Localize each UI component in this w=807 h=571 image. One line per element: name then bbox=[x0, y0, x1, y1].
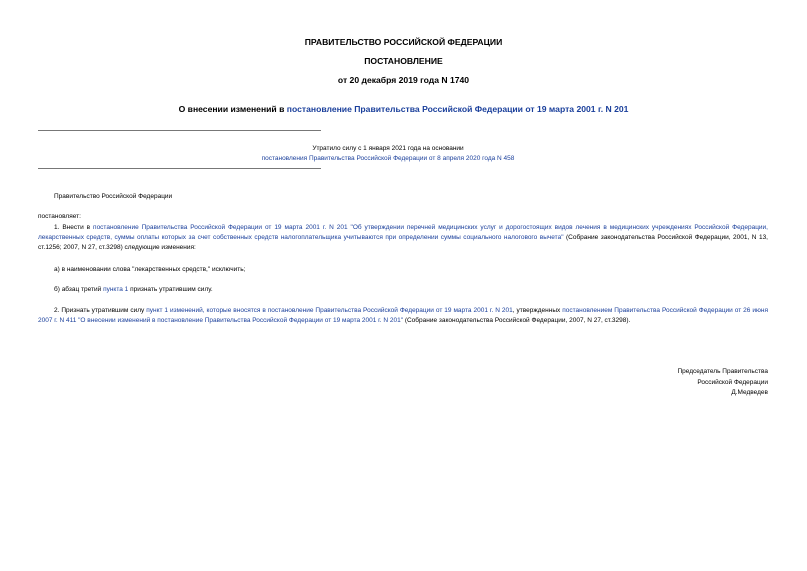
signature-block bbox=[677, 367, 768, 399]
expiry-note bbox=[38, 144, 738, 164]
expiry-note-link[interactable]: постановления Правительства Российской Федерации от 8 апреля 2020 года N 458 bbox=[261, 155, 515, 162]
header-doc-type: ПОСТАНОВЛЕНИЕ bbox=[364, 56, 443, 66]
paragraph-2-link-1[interactable]: пункт 1 изменений, которые вносятся в постановление Правительства Российской Федерации от 19 марта 2001 г. N 201 bbox=[146, 307, 513, 314]
header-date-number: от 20 декабря 2019 года N 1740 bbox=[337, 75, 470, 85]
paragraph-1-link[interactable]: постановление Правительства Российской Федерации от 19 марта 2001 г. N 201 "Об утверждении перечней медицинских услуг и дорогостоящих видов лечения в медицинских учреждениях Российской Федерации, лекарственных средств, суммы оплаты которых за счет собственных средств налогоплательщика учитываются при определении суммы социального налогового вычета" bbox=[38, 224, 768, 241]
signature-name: Д.Медведев bbox=[731, 389, 768, 396]
title-link[interactable]: постановление Правительства Российской Федерации от 19 марта 2001 г. N 201 bbox=[286, 104, 629, 114]
paragraph-2-prefix: 2. Признать утратившим силу bbox=[54, 307, 147, 314]
signature-organization: Российской Федерации bbox=[697, 378, 768, 386]
decree-text: постановляет: bbox=[38, 213, 81, 220]
signature-position: Председатель Правительства bbox=[677, 368, 768, 375]
paragraph-1 bbox=[38, 223, 768, 253]
paragraph-b-link[interactable]: пункта 1 bbox=[103, 286, 129, 293]
paragraph-2 bbox=[38, 306, 768, 326]
paragraph-2-suffix: (Собрание законодательства Российской Федерации, 2007, N 27, ст.3298). bbox=[403, 317, 631, 324]
paragraph-2-mid: , утвержденных bbox=[512, 307, 563, 314]
paragraph-b bbox=[38, 285, 768, 295]
intro-text: Правительство Российской Федерации bbox=[54, 193, 173, 200]
paragraph-1-prefix: 1. Внести в bbox=[54, 224, 94, 231]
paragraph-1-suffix: (Собрание законодательства Российской Федерации, 2001, N 13, ст.1256; 2007, N 27, ст.3298) следующие изменения: bbox=[38, 234, 768, 251]
paragraph-2-link-2[interactable]: постановлением Правительства Российской Федерации от 26 июня 2007 г. N 411 "О внесении изменений в постановление Правительства Российской Федерации от 19 марта 2001 г. N 201" bbox=[38, 307, 768, 324]
divider-top bbox=[38, 130, 321, 131]
paragraph-b-suffix: признать утратившим силу. bbox=[128, 286, 213, 293]
paragraph-a: а) в наименовании слова "лекарственных средств," исключить; bbox=[54, 266, 246, 273]
header-government: ПРАВИТЕЛЬСТВО РОССИЙСКОЙ ФЕДЕРАЦИИ bbox=[304, 37, 503, 47]
expiry-note-text: Утратило силу с 1 января 2021 года на основании bbox=[312, 145, 464, 152]
divider-bottom bbox=[38, 168, 321, 169]
document-title bbox=[0, 104, 807, 114]
paragraph-b-prefix: б) абзац третий bbox=[54, 286, 104, 293]
title-prefix: О внесении изменений в bbox=[178, 104, 287, 114]
